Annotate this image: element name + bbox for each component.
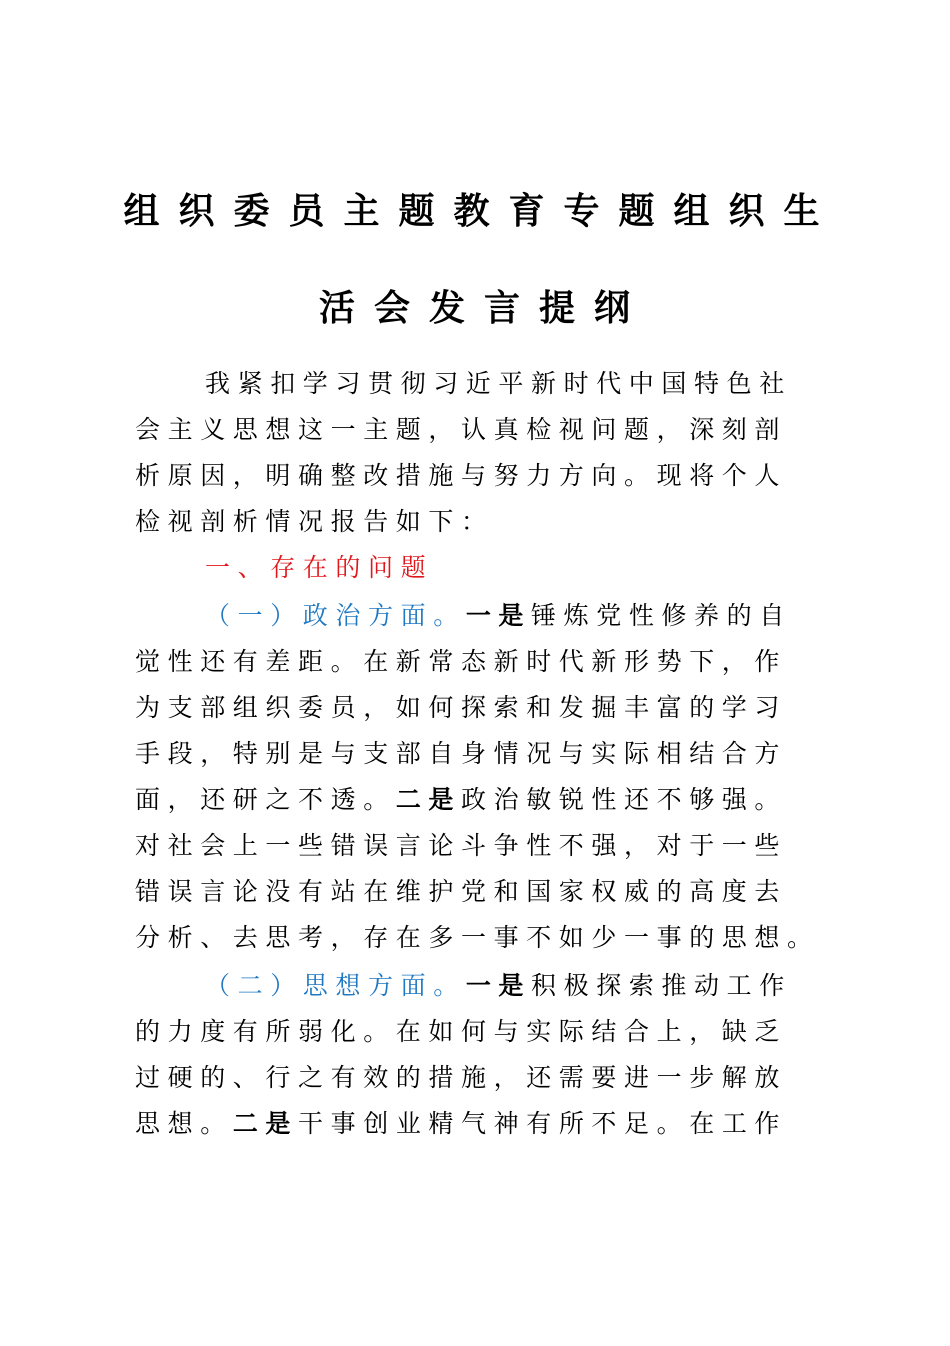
political-line-3: 为支部组织委员，如何探索和发掘丰富的学习 [135, 693, 788, 722]
intro-line-4: 检视剖析情况报告如下： [135, 507, 494, 536]
ideological-line-3: 过硬的、行之有效的措施，还需要进一步解放 [135, 1063, 788, 1092]
ideological-point-two-text: 干事创业精气神有所不足。在工作 [298, 1109, 788, 1138]
subheading-ideological: （二）思想方面。 [205, 971, 466, 1000]
intro-line-3: 析原因，明确整改措施与努力方向。现将个人 [135, 461, 788, 490]
political-point-one-text: 锤炼党性修养的自 [531, 601, 792, 630]
political-line-7: 错误言论没有站在维护党和国家权威的高度去 [135, 877, 788, 906]
political-line-1 [205, 598, 905, 634]
intro-line-2: 会主义思想这一主题，认真检视问题，深刻剖 [135, 415, 788, 444]
ideological-point-one-label: 一是 [465, 971, 532, 1000]
political-line-5-start: 面，还研之不透。 [135, 785, 396, 814]
political-line-5 [135, 782, 835, 818]
ideological-line-1 [205, 968, 905, 1004]
political-point-one-label: 一是 [465, 601, 532, 630]
political-line-6: 对社会上一些错误言论斗争性不强，对于一些 [135, 831, 788, 860]
document-title-line-1: 组织委员主题教育专题组织生 [123, 191, 839, 232]
political-line-8: 分析、去思考，存在多一事不如少一事的思想。 [135, 923, 820, 952]
document-title-line-2: 活会发言提纲 [318, 288, 649, 329]
political-line-2: 觉性还有差距。在新常态新时代新形势下，作 [135, 647, 788, 676]
intro-line-1: 我紧扣学习贯彻习近平新时代中国特色社 [205, 369, 792, 398]
ideological-point-one-text: 积极探索推动工作 [531, 971, 792, 1000]
ideological-line-2: 的力度有所弱化。在如何与实际结合上，缺乏 [135, 1017, 788, 1046]
ideological-point-two-label: 二是 [232, 1109, 299, 1138]
political-point-two-text: 政治敏锐性还不够强。 [461, 785, 788, 814]
section-heading-problems: 一、存在的问题 [205, 553, 434, 582]
ideological-line-4 [135, 1106, 835, 1142]
political-point-two-label: 二是 [395, 785, 462, 814]
political-line-4: 手段，特别是与支部自身情况与实际相结合方 [135, 739, 788, 768]
ideological-line-4-start: 思想。 [135, 1109, 233, 1138]
subheading-political: （一）政治方面。 [205, 601, 466, 630]
